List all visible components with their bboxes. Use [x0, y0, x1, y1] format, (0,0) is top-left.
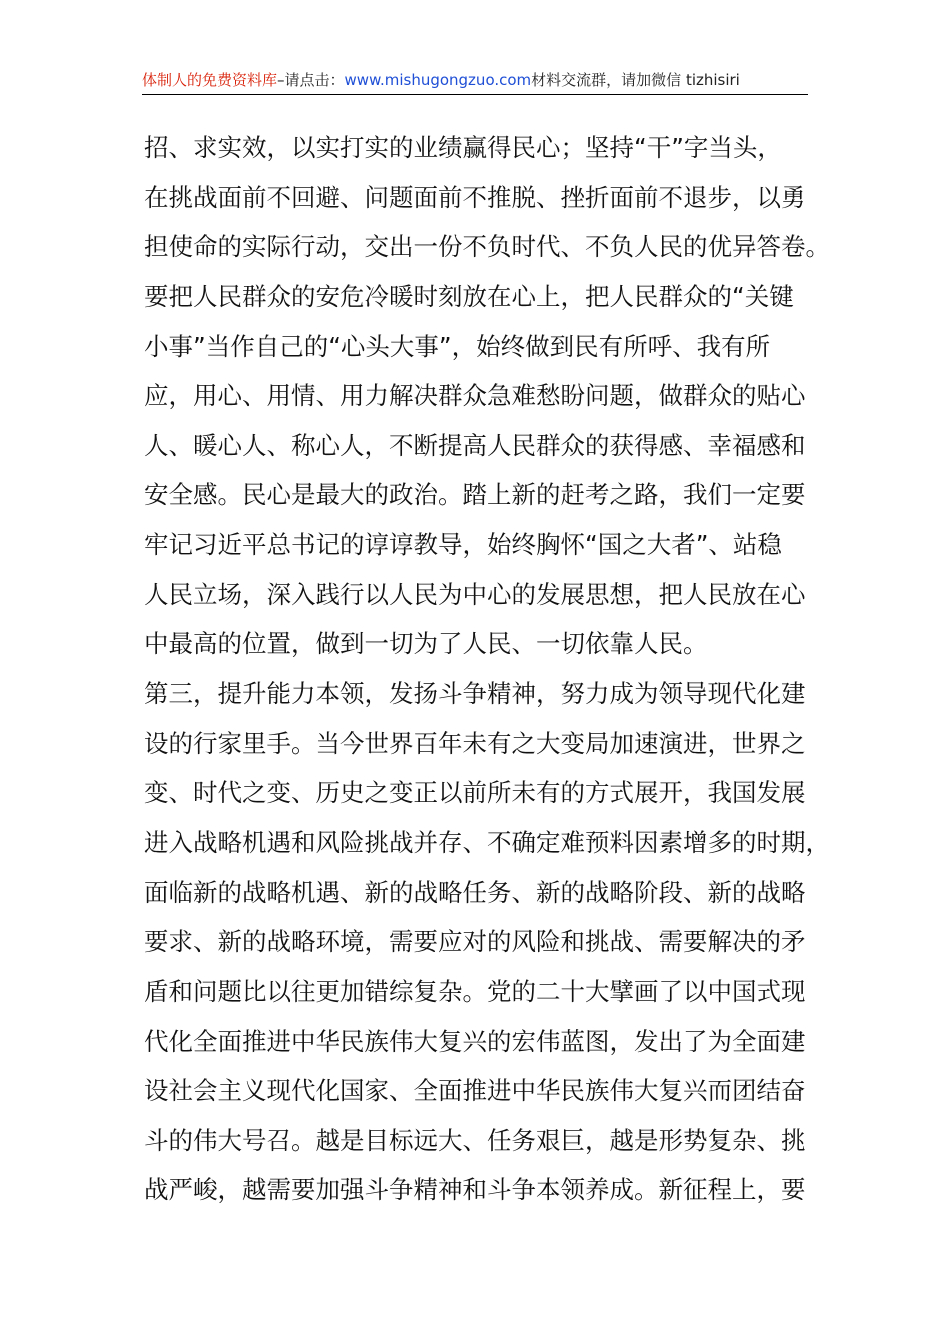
text-line: 战严峻，越需要加强斗争精神和斗争本领养成。新征程上，要 — [144, 1175, 806, 1205]
header-prompt: –请点击： — [277, 71, 345, 89]
document-body — [144, 123, 830, 1215]
text-line: 人、暖心人、称心人，不断提高人民群众的获得感、幸福感和 — [144, 430, 806, 460]
page-header — [142, 66, 808, 95]
text-line: 斗的伟大号召。越是目标远大、任务艰巨，越是形势复杂、挑 — [144, 1125, 806, 1155]
text-line: 安全感。民心是最大的政治。踏上新的赶考之路，我们一定要 — [144, 480, 806, 510]
text-line: 人民立场，深入践行以人民为中心的发展思想，把人民放在心 — [144, 579, 806, 609]
section-heading-line: 第三，提升能力本领，发扬斗争精神，努力成为领导现代化建 — [144, 679, 806, 709]
text-line: 变、时代之变、历史之变正以前所未有的方式展开，我国发展 — [144, 778, 806, 808]
text-line: 代化全面推进中华民族伟大复兴的宏伟蓝图，发出了为全面建 — [144, 1026, 806, 1056]
text-line: 在挑战面前不回避、问题面前不推脱、挫折面前不退步，以勇 — [144, 182, 806, 212]
text-line: 招、求实效，以实打实的业绩赢得民心；坚持“干”字当头， — [144, 133, 782, 162]
text-line: 设的行家里手。当今世界百年未有之大变局加速演进，世界之 — [144, 728, 806, 758]
text-line: 盾和问题比以往更加错综复杂。党的二十大擘画了以中国式现 — [144, 976, 806, 1006]
text-line: 牢记习近平总书记的谆谆教导，始终胸怀“国之大者”、站稳 — [144, 530, 782, 560]
text-line: 面临新的战略机遇、新的战略任务、新的战略阶段、新的战略 — [144, 877, 806, 907]
header-brand: 体制人的免费资料库 — [142, 71, 278, 89]
header-contact: 材料交流群，请加微信 tizhisiri — [531, 71, 740, 89]
text-line: 小事”当作自己的“心头大事”，始终做到民有所呼、我有所 — [144, 331, 771, 361]
text-line: 要把人民群众的安危冷暖时刻放在心上，把人民群众的“关键 — [144, 281, 794, 311]
text-line: 中最高的位置，做到一切为了人民、一切依靠人民。 — [144, 629, 708, 659]
text-line: 担使命的实际行动，交出一份不负时代、不负人民的优异答卷。 — [144, 232, 830, 262]
text-line: 应，用心、用情、用力解决群众急难愁盼问题，做群众的贴心 — [144, 381, 806, 411]
header-url-link[interactable]: www.mishugongzuo.com — [344, 71, 532, 89]
text-line: 要求、新的战略环境，需要应对的风险和挑战、需要解决的矛 — [144, 927, 806, 957]
text-line: 设社会主义现代化国家、全面推进中华民族伟大复兴而团结奋 — [144, 1076, 806, 1106]
text-line: 进入战略机遇和风险挑战并存、不确定难预料因素增多的时期， — [144, 827, 830, 857]
